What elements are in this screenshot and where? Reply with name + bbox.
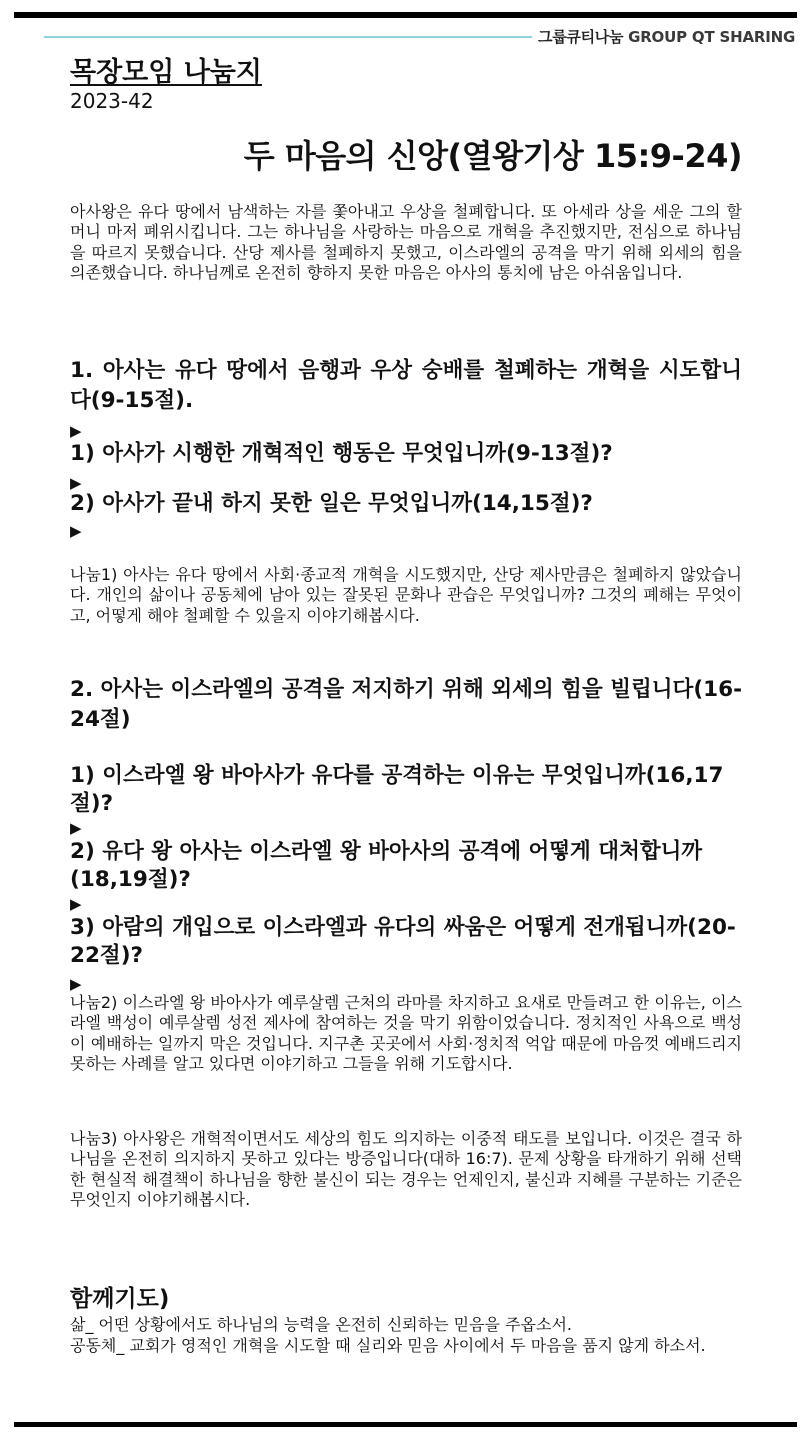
section-2-question-2: 2) 유다 왕 아사는 이스라엘 왕 바아사의 공격에 어떻게 대처합니까(18,19절)?: [70, 839, 703, 892]
prayer-body: [70, 1315, 742, 1356]
section-2-question-1: 1) 이스라엘 왕 바아사가 유다를 공격하는 이유는 무엇입니까(16,17절)?: [70, 763, 724, 816]
document-number: 2023-42: [70, 89, 154, 113]
prayer-community: 공동체_ 교회가 영적인 개혁을 시도할 때 실리와 믿음 사이에서 두 마음을 품지 않게 하소서.: [70, 1335, 706, 1355]
top-border: [14, 12, 797, 18]
prayer-title: 함께기도): [70, 1286, 170, 1312]
intro-paragraph: 아사왕은 유다 땅에서 남색하는 자를 쫓아내고 우상을 철폐합니다. 또 아세라 상을 세운 그의 할머니 마저 폐위시킵니다. 그는 하나님을 사랑하는 마음으로 개혁을 추진했지만, 전심으로 하나님을 따르지 못했습니다. 산당 제사를 철폐하지 못했고, 이스라엘의 공격을 막기 위해 외세의 힘을 의존했습니다. 하나님께로 온전히 향하지 못한 마음은 아사의 통치에 남은 아쉬움입니다.: [70, 202, 742, 283]
bottom-border: [14, 1422, 797, 1427]
prayer-life: 삶_ 어떤 상황에서도 하나님의 능력을 온전히 신뢰하는 믿음을 주옵소서.: [70, 1315, 572, 1334]
answer-arrow-icon: ▶: [70, 422, 82, 440]
sermon-title: 두 마음의 신앙(열왕기상 15:9-24): [243, 137, 742, 175]
answer-arrow-icon: ▶: [70, 522, 82, 540]
answer-arrow-icon: ▶: [70, 819, 82, 837]
answer-arrow-icon: ▶: [70, 474, 82, 492]
sharing-3: 나눔3) 아사왕은 개혁적이면서도 세상의 힘도 의지하는 이중적 태도를 보입니다. 이것은 결국 하나님을 온전히 의지하지 못하고 있다는 방증입니다(대하 16:7). 문제 상황을 타개하기 위해 선택한 현실적 해결책이 하나님을 향한 불신이 되는 경우는 언제인지, 불신과 지혜를 구분하는 기준은 무엇인지 이야기해봅시다.: [70, 1129, 742, 1210]
sharing-1: 나눔1) 아사는 유다 땅에서 사회·종교적 개혁을 시도했지만, 산당 제사만큼은 철폐하지 않았습니다. 개인의 삶이나 공동체에 남아 있는 잘못된 문화나 관습은 무엇입니까? 그것의 폐해는 무엇이고, 어떻게 해야 철폐할 수 있을지 이야기해봅시다.: [70, 565, 742, 625]
document-title: 목장모임 나눔지: [70, 57, 262, 88]
section-2-heading: 2. 아사는 이스라엘의 공격을 저지하기 위해 외세의 힘을 빌립니다(16-24절): [70, 677, 742, 732]
section-1-question-1: 1) 아사가 시행한 개혁적인 행동은 무엇입니까(9-13절)?: [70, 441, 613, 466]
section-1-question-2: 2) 아사가 끝내 하지 못한 일은 무엇입니까(14,15절)?: [70, 491, 593, 516]
brand-english: GROUP QT SHARING: [628, 28, 796, 46]
section-2-question-3: 3) 아람의 개입으로 이스라엘과 유다의 싸움은 어떻게 전개됩니까(20-22절)?: [70, 915, 736, 968]
brand-korean: 그룹큐티나눔: [538, 28, 624, 46]
sharing-2: 나눔2) 이스라엘 왕 바아사가 예루살렘 근처의 라마를 차지하고 요새로 만들려고 한 이유는, 이스라엘 백성이 예루살렘 성전 제사에 참여하는 것을 막기 위함이었습니다. 정치적인 사욕으로 백성이 예배하는 일까지 막은 것입니다. 지구촌 곳곳에서 사회·정치적 억압 때문에 마음껏 예배드리지 못하는 사례를 알고 있다면 이야기하고 그들을 위해 기도합시다.: [70, 993, 742, 1074]
section-1-heading: 1. 아사는 유다 땅에서 음행과 우상 숭배를 철폐하는 개혁을 시도합니다(9-15절).: [70, 358, 742, 413]
answer-arrow-icon: ▶: [70, 895, 82, 913]
answer-arrow-icon: ▶: [70, 975, 82, 993]
brand-logo: [538, 26, 795, 47]
header-rule: [44, 36, 532, 38]
